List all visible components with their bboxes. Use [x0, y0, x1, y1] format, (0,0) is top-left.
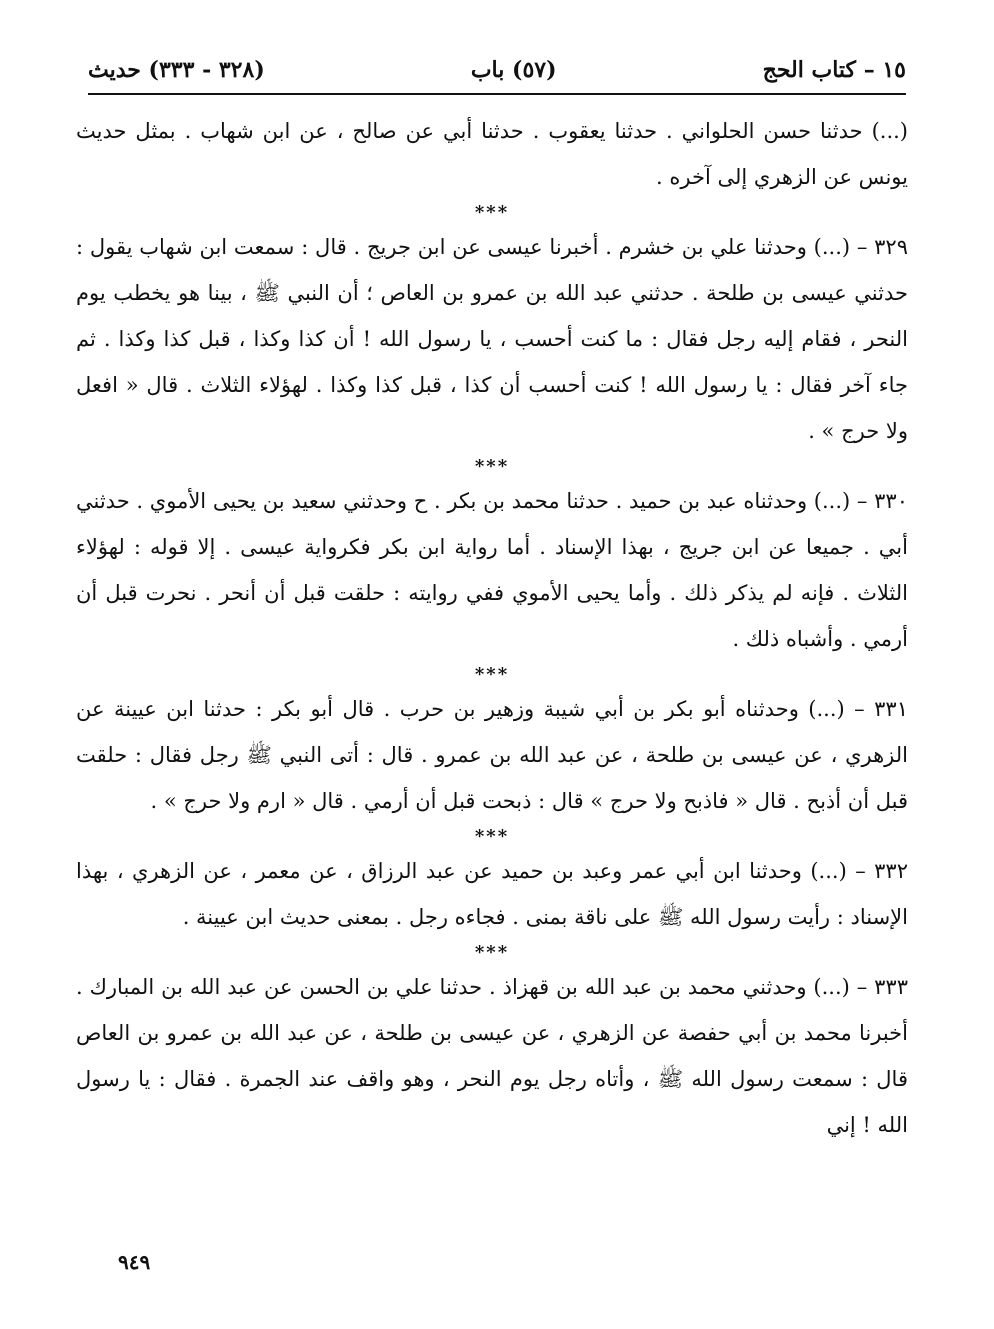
header-rule: [88, 93, 906, 95]
paragraph-hadith-333: ٣٣٣ – (...) وحدثني محمد بن عبد الله بن قهزاذ . حدثنا علي بن الحسن عن عبد الله بن المبارك . أخبرنا محمد بن أبي حفصة عن الزهري ، عن عيسى بن طلحة ، عن عبد الله بن عمرو بن العاص قال : سمعت رسول الله ﷺ ، وأتاه رجل يوم النحر ، وهو واقف عند الجمرة . فقال : يا رسول الله ! إني: [76, 975, 908, 1137]
running-header: [88, 50, 906, 90]
header-chapter: ١٥ – كتاب الحج: [762, 57, 906, 83]
separator-stars: ***: [474, 942, 510, 963]
separator-stars: ***: [474, 456, 510, 477]
separator-stars: ***: [474, 202, 510, 223]
paragraph-hadith-331: ٣٣١ – (...) وحدثناه أبو بكر بن أبي شيبة وزهير بن حرب . قال أبو بكر : حدثنا ابن عيينة عن الزهري ، عن عيسى بن طلحة ، عن عبد الله بن عمرو . قال : أتى النبي ﷺ رجل فقال : حلقت قبل أن أذبح . قال « فاذبح ولا حرج » قال : ذبحت قبل أن أرمي . قال « ارم ولا حرج » .: [76, 697, 908, 813]
paragraph-continuation: (...) حدثنا حسن الحلواني . حدثنا يعقوب . حدثنا أبي عن صالح ، عن ابن شهاب . بمثل حديث يونس عن الزهري إلى آخره .: [76, 119, 908, 189]
paragraph-hadith-332: ٣٣٢ – (...) وحدثنا ابن أبي عمر وعبد بن حميد عن عبد الرزاق ، عن معمر ، عن الزهري ، بهذا الإسناد : رأيت رسول الله ﷺ على ناقة بمنى . فجاءه رجل . بمعنى حديث ابن عيينة .: [76, 859, 908, 929]
page-number: ٩٤٩: [118, 1250, 151, 1274]
hadith-text: [76, 108, 908, 1148]
paragraph-hadith-330: ٣٣٠ – (...) وحدثناه عبد بن حميد . حدثنا محمد بن بكر . ح وحدثني سعيد بن يحيى الأموي . حدثني أبي . جميعا عن ابن جريج ، بهذا الإسناد . أما رواية ابن بكر فكرواية عيسى . إلا قوله : لهؤلاء الثلاث . فإنه لم يذكر ذلك . وأما يحيى الأموي ففي روايته : حلقت قبل أن أنحر . نحرت قبل أن أرمي . وأشباه ذلك .: [76, 489, 908, 651]
paragraph-hadith-329: ٣٢٩ – (...) وحدثنا علي بن خشرم . أخبرنا عيسى عن ابن جريج . قال : سمعت ابن شهاب يقول : حدثني عيسى بن طلحة . حدثني عبد الله بن عمرو بن العاص ؛ أن النبي ﷺ ، بينا هو يخطب يوم النحر ، فقام إليه رجل فقال : ما كنت أحسب ، يا رسول الله ! أن كذا وكذا ، قبل كذا وكذا . ثم جاء آخر فقال : يا رسول الله ! كنت أحسب أن كذا ، قبل كذا وكذا . لهؤلاء الثلاث . قال « افعل ولا حرج » .: [76, 235, 908, 443]
header-hadith-range: (٣٢٨ - ٣٣٣) حديث: [88, 57, 265, 83]
header-section: (٥٧) باب: [470, 57, 557, 83]
separator-stars: ***: [474, 826, 510, 847]
separator-stars: ***: [474, 664, 510, 685]
